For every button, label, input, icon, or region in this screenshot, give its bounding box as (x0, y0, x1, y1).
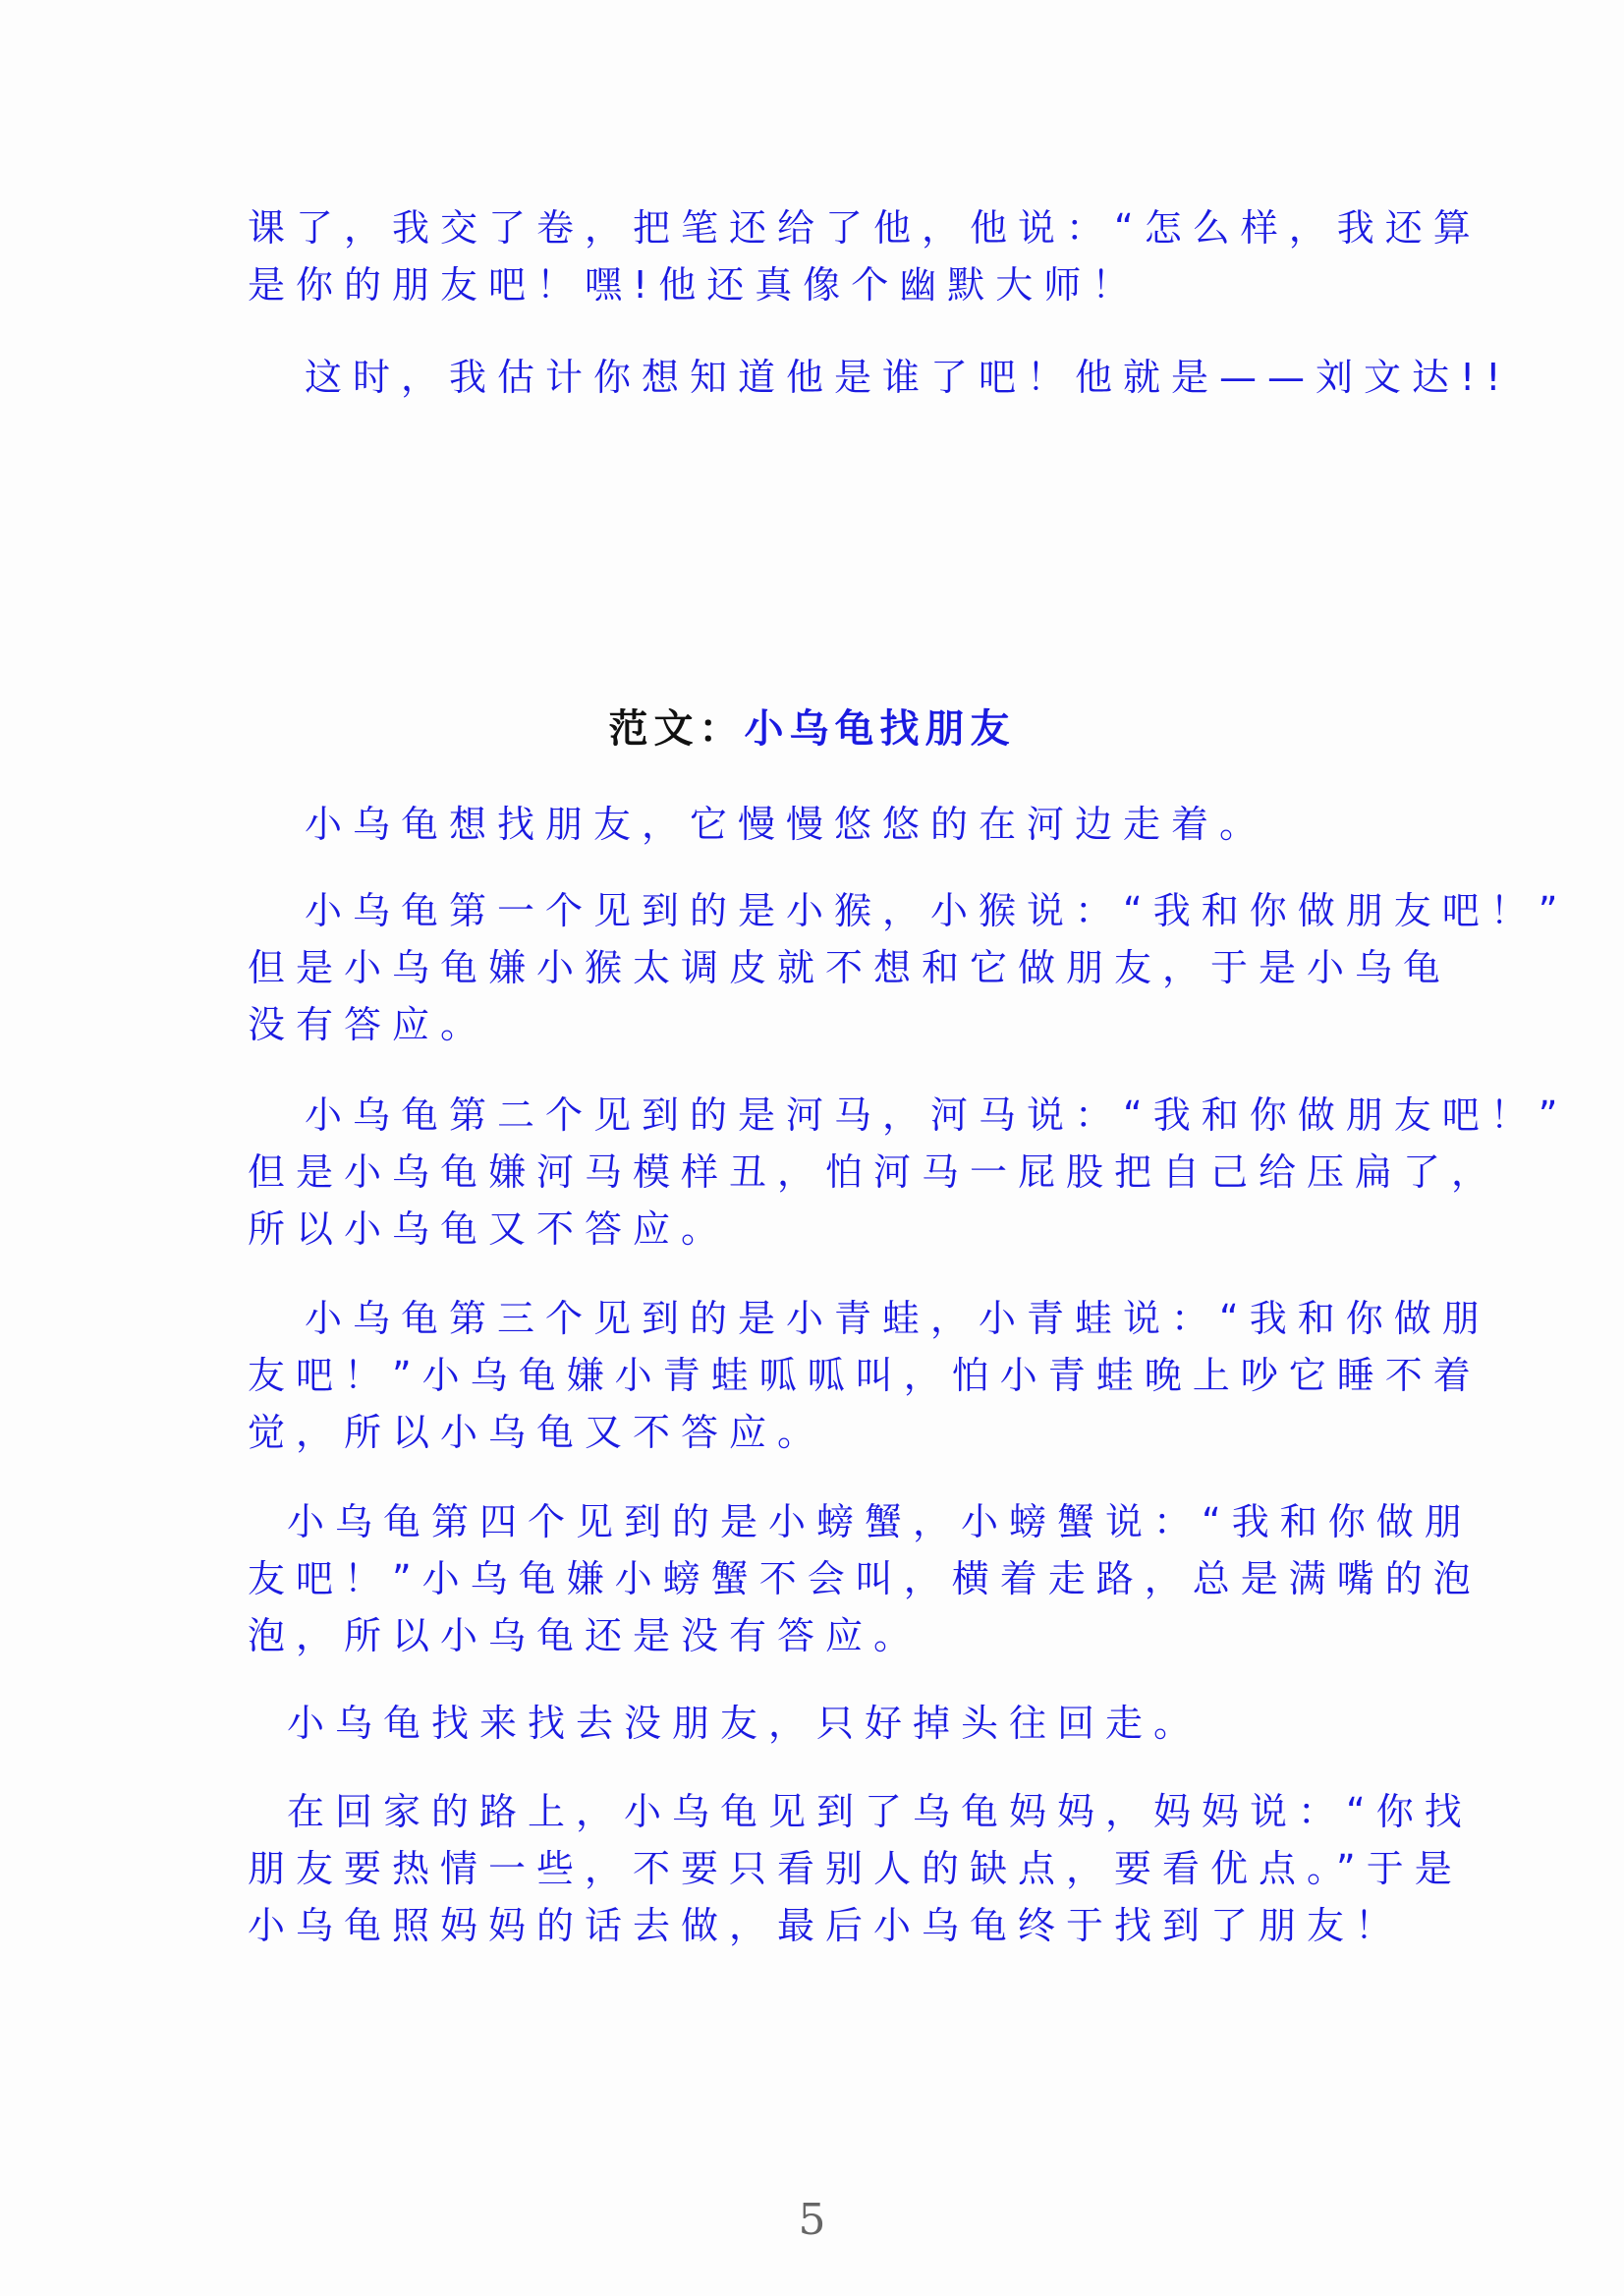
text-line: 小乌龟第三个见到的是小青蛙，小青蛙说：“我和你做朋 (305, 1297, 1490, 1340)
essay-title-prefix: 范文： (608, 706, 745, 752)
text-line: 但是小乌龟嫌河马模样丑，怕河马一屁股把自己给压扁了， (248, 1150, 1500, 1194)
essay-paragraph-5 (248, 1493, 1482, 1664)
text-line: 但是小乌龟嫌小猴太调皮就不想和它做朋友，于是小乌龟 (248, 946, 1452, 989)
text-line: 小乌龟想找朋友，它慢慢悠悠的在河边走着。 (305, 803, 1268, 846)
text-line: 小乌龟第二个见到的是河马，河马说：“我和你做朋友吧！” (305, 1093, 1569, 1137)
text-line: 小乌龟照妈妈的话去做，最后小乌龟终于找到了朋友！ (248, 1904, 1404, 1947)
essay-paragraph-1 (305, 796, 1444, 853)
text-line: 朋友要热情一些，不要只看别人的缺点，要看优点。”于是 (248, 1847, 1463, 1890)
text-line: 在回家的路上，小乌龟见到了乌龟妈妈，妈妈说：“你找 (287, 1790, 1473, 1833)
text-line: 没有答应。 (248, 1003, 489, 1046)
text-line: 小乌龟找来找去没朋友，只好掉头往回走。 (287, 1702, 1203, 1745)
text-line: 课了，我交了卷，把笔还给了他，他说：“怎么样，我还算 (248, 206, 1482, 250)
text-line: 是你的朋友吧！嘿!他还真像个幽默大师！ (248, 263, 1141, 307)
text-line: 友吧！”小乌龟嫌小螃蟹不会叫，横着走路，总是满嘴的泡 (248, 1557, 1482, 1600)
text-line: 这时，我估计你想知道他是谁了吧！他就是——刘文达!! (305, 356, 1512, 399)
text-line: 觉，所以小乌龟又不答应。 (248, 1411, 826, 1454)
essay-paragraph-3 (248, 1087, 1569, 1258)
page-number: 5 (798, 2195, 826, 2245)
essay-paragraph-7 (248, 1783, 1473, 1954)
text-line: 所以小乌龟又不答应。 (248, 1207, 730, 1251)
essay-paragraph-2 (248, 882, 1569, 1053)
text-line: 小乌龟第四个见到的是小螃蟹，小螃蟹说：“我和你做朋 (287, 1500, 1473, 1543)
reveal-paragraph (305, 349, 1512, 406)
essay-title-main: 小乌龟找朋友 (744, 706, 1016, 752)
essay-paragraph-6 (287, 1695, 1427, 1752)
story-ending-paragraph (248, 199, 1482, 313)
text-line: 小乌龟第一个见到的是小猴，小猴说：“我和你做朋友吧！” (305, 889, 1569, 932)
text-line: 泡，所以小乌龟还是没有答应。 (248, 1614, 923, 1657)
essay-paragraph-4 (248, 1290, 1490, 1461)
text-line: 友吧！”小乌龟嫌小青蛙呱呱叫，怕小青蛙晚上吵它睡不着 (248, 1354, 1482, 1397)
essay-title (0, 701, 1624, 756)
